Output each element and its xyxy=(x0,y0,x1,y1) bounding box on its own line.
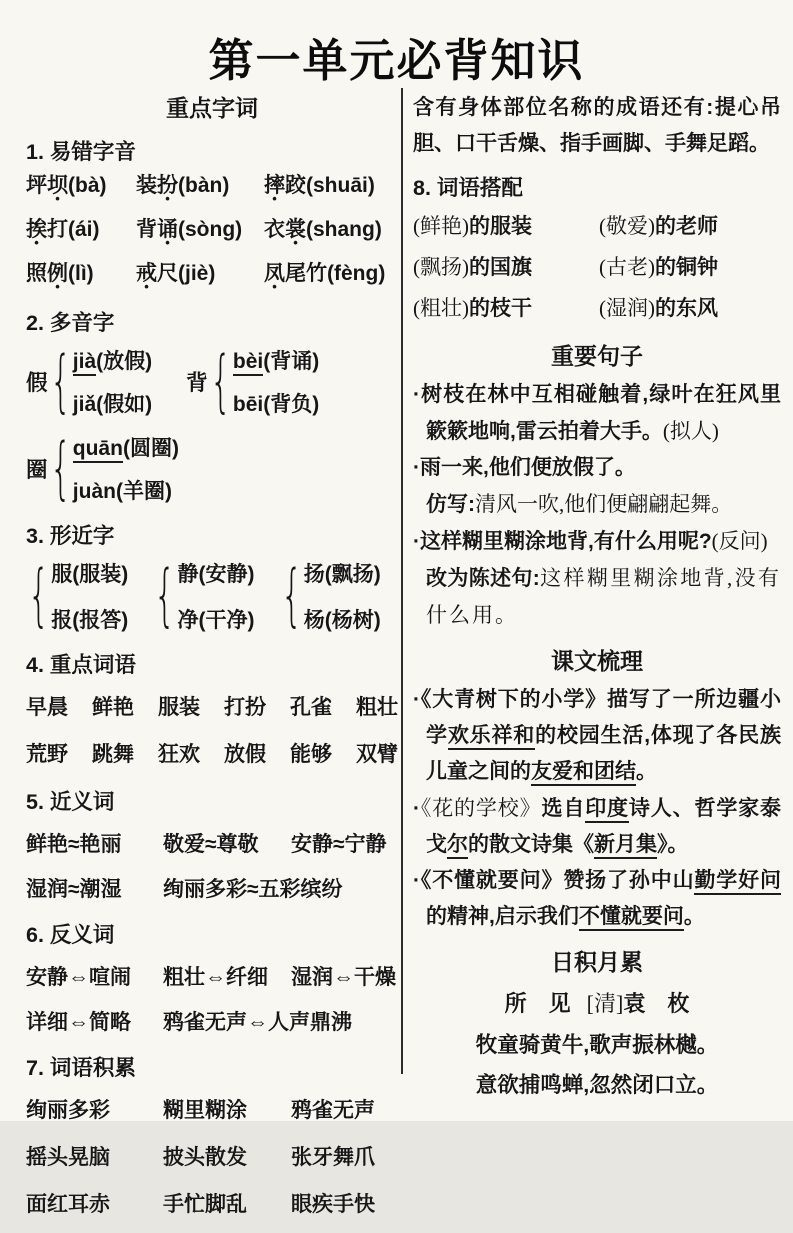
idiom: 鸦雀无声 xyxy=(291,1099,375,1122)
synonym-pair: 敬爱≈尊敬 xyxy=(163,833,259,856)
pinyin-part: (shang) xyxy=(306,218,382,241)
section-header-daily-accumulation: 日积月累 xyxy=(551,949,643,975)
vocab-word: 孔雀 xyxy=(290,696,332,719)
example-word: (放假) xyxy=(96,350,153,373)
summary-text: 》。 xyxy=(657,833,689,856)
vocab-word: 服装 xyxy=(158,696,200,719)
summary-underlined: 新月集 xyxy=(594,833,657,859)
sentence-text: 树枝在林中互相碰触着,绿叶在狂风里簌簌地响,雷云拍着大手。 xyxy=(420,383,781,443)
vocab-word: 狂欢 xyxy=(158,743,200,766)
pronunciation-line xyxy=(233,345,319,375)
vocab-word: 打扮 xyxy=(224,696,266,719)
collocation-row xyxy=(413,206,781,247)
idiom: 绚丽多彩 xyxy=(26,1099,110,1122)
heading-key-vocab: 4. 重点词语 xyxy=(26,653,136,677)
pinyin-part: (bàn) xyxy=(178,174,230,197)
collocation-row xyxy=(413,288,781,329)
text-summary-bullet xyxy=(413,863,781,935)
author-name: 袁 枚 xyxy=(623,991,690,1016)
word-with-pinyin xyxy=(136,262,264,286)
polyphone-char: 圈 xyxy=(26,458,48,482)
antonym-pair: 粗壮⇔纤细 xyxy=(163,966,268,989)
dotted-char: 扮 xyxy=(157,174,178,197)
word-part: 坪 xyxy=(26,174,47,197)
collocation-adjective: (古老) xyxy=(599,255,655,279)
pinyin-part: 跤(shuāi) xyxy=(285,174,375,197)
collocation-adjective: (鲜艳) xyxy=(413,214,469,238)
dotted-char: 例 xyxy=(47,262,68,285)
summary-text: 的散文诗集《 xyxy=(468,833,594,856)
polyphone-char: 假 xyxy=(26,371,48,395)
dotted-char: 坝 xyxy=(47,174,68,197)
word-with-pinyin xyxy=(26,218,136,242)
poem-line: 牧童骑黄牛,歌声振林樾。 xyxy=(475,1033,719,1057)
polyphone-group xyxy=(26,428,179,508)
pinyin-underlined: jià xyxy=(73,350,96,376)
rewrite-text: 这样糊里糊涂地背,没有什么用。 xyxy=(426,566,781,627)
pinyin-part: 尾竹(fèng) xyxy=(285,262,386,285)
similar-char-group xyxy=(152,558,254,634)
idiom-row xyxy=(26,1141,398,1171)
imitation-line xyxy=(413,486,781,523)
pinyin-underlined: quān xyxy=(73,437,123,463)
summary-text: 选自 xyxy=(541,797,586,820)
char-example: 静(安静) xyxy=(177,563,255,586)
pinyin-word-row xyxy=(26,174,398,198)
example-word: (圆圈) xyxy=(122,437,179,460)
antonym-row xyxy=(26,1006,398,1036)
collocation-adjective: (湿润) xyxy=(599,296,655,320)
word-part: 衣 xyxy=(264,218,285,241)
summary-underlined: 欢乐祥和 xyxy=(448,724,535,750)
pronunciation-line: juàn(羊圈) xyxy=(72,480,172,503)
synonym-pair: 绚丽多彩≈五彩缤纷 xyxy=(163,878,343,901)
rhetoric-note: (拟人) xyxy=(662,419,719,443)
polyphone-char: 背 xyxy=(186,371,208,395)
word-with-pinyin xyxy=(264,174,398,198)
section-header-important-sentences: 重要句子 xyxy=(551,343,643,369)
vocab-word: 早晨 xyxy=(26,696,68,719)
summary-text: 诗人、哲学家泰戈 xyxy=(426,797,782,856)
collocation-noun: 的老师 xyxy=(655,215,718,238)
vocab-row xyxy=(26,691,398,721)
heading-synonyms: 5. 近义词 xyxy=(26,790,115,814)
dotted-char: 戒 xyxy=(136,262,157,285)
pinyin-part: (lì) xyxy=(68,262,94,285)
word-part: 装 xyxy=(136,174,157,197)
idiom: 眼疾手快 xyxy=(291,1193,375,1216)
page-title: 第一单元必背知识 xyxy=(208,35,585,86)
collocation-noun: 的国旗 xyxy=(469,256,532,279)
synonym-pair: 安静≈宁静 xyxy=(291,833,387,856)
idiom: 披头散发 xyxy=(163,1146,247,1169)
example-word: (背诵) xyxy=(263,350,320,373)
char-example: 扬(飘扬) xyxy=(303,563,381,586)
heading-word-accumulation: 7. 词语积累 xyxy=(26,1056,136,1080)
antonym-pair: 鸦雀无声⇔人声鼎沸 xyxy=(163,1011,352,1034)
collocation-noun: 的服装 xyxy=(469,215,532,238)
word-with-pinyin xyxy=(136,218,264,242)
pinyin-word-row xyxy=(26,262,398,286)
left-column xyxy=(26,90,398,1233)
similar-char-row xyxy=(26,558,398,634)
dotted-char: 挨 xyxy=(26,218,47,241)
synonym-pair: 鲜艳≈艳丽 xyxy=(26,833,122,856)
synonym-row xyxy=(26,873,398,903)
rewrite-label: 改为陈述句: xyxy=(426,567,540,590)
idiom-continuation-paragraph: 含有身体部位名称的成语还有:提心吊胆、口干舌燥、指手画脚、手舞足蹈。 xyxy=(413,96,781,155)
bullet-icon: · xyxy=(413,456,420,479)
word-with-pinyin xyxy=(264,218,398,242)
word-part: 背 xyxy=(136,218,157,241)
sentence-bullet xyxy=(413,377,781,450)
vocab-word: 双臂 xyxy=(356,743,398,766)
antonym-row xyxy=(26,961,398,991)
summary-underlined: 不懂就要问 xyxy=(579,905,684,931)
word-with-pinyin xyxy=(136,174,264,198)
poem-line: 意欲捕鸣蝉,忽然闭口立。 xyxy=(475,1073,719,1097)
polyphone-row xyxy=(26,428,398,508)
collocation-noun: 的铜钟 xyxy=(655,256,718,279)
synonym-row xyxy=(26,828,398,858)
heading-polyphones: 2. 多音字 xyxy=(26,311,115,335)
summary-text: 《大青树下的小学》描写了一所边疆小学 xyxy=(420,688,781,747)
poem-title: 所 见 xyxy=(504,991,571,1016)
dotted-char: 凤 xyxy=(264,262,285,285)
brace-icon: { xyxy=(154,556,176,635)
pronunciation-line: bēi(背负) xyxy=(232,393,320,416)
heading-word-collocation: 8. 词语搭配 xyxy=(413,176,523,200)
pinyin-underlined: bèi xyxy=(233,350,263,376)
similar-char-group xyxy=(279,558,381,634)
sentence-text: 雨一来,他们便放假了。 xyxy=(420,456,636,479)
vocab-row xyxy=(26,738,398,768)
heading-similar-characters: 3. 形近字 xyxy=(26,524,115,548)
collocation xyxy=(599,206,781,247)
vocab-word: 能够 xyxy=(290,743,332,766)
sentence-text: 这样糊里糊涂地背,有什么用呢? xyxy=(420,530,712,553)
right-column xyxy=(413,90,781,1105)
idiom: 糊里糊涂 xyxy=(163,1099,247,1122)
polyphone-group xyxy=(26,341,153,421)
summary-text: 。 xyxy=(636,760,657,783)
sentence-bullet xyxy=(413,523,781,560)
brace-icon: { xyxy=(49,341,71,421)
char-example: 杨(杨树) xyxy=(303,609,381,632)
vocab-word: 跳舞 xyxy=(92,743,134,766)
summary-text: 的校园生活,体现了各民族儿童之间的 xyxy=(426,724,782,783)
vocab-word: 荒野 xyxy=(26,743,68,766)
char-example: 净(干净) xyxy=(177,609,255,632)
imitation-label: 仿写: xyxy=(426,493,475,516)
collocation-adjective: (飘扬) xyxy=(413,255,469,279)
pinyin-part: 打(ái) xyxy=(47,218,100,241)
word-with-pinyin xyxy=(26,174,136,198)
pinyin-part: (bà) xyxy=(68,174,107,197)
antonym-pair: 详细⇔简略 xyxy=(26,1011,131,1034)
brace-icon: { xyxy=(209,341,232,421)
idiom: 张牙舞爪 xyxy=(291,1146,375,1169)
pronunciation-line: jiǎ(假如) xyxy=(72,393,153,416)
column-divider xyxy=(401,88,403,1074)
word-part: 照 xyxy=(26,262,47,285)
poem-header xyxy=(413,983,781,1025)
idiom: 摇头晃脑 xyxy=(26,1146,110,1169)
summary-text: 《不懂就要问》赞扬了孙中山 xyxy=(420,869,695,892)
similar-char-group xyxy=(26,558,128,634)
synonym-pair: 湿润≈潮湿 xyxy=(26,878,122,901)
pronunciation-line xyxy=(73,345,152,375)
word-with-pinyin xyxy=(264,262,398,286)
text-summary-bullet xyxy=(413,790,781,863)
rhetoric-note: (反问) xyxy=(711,529,768,553)
collocation xyxy=(413,247,599,288)
summary-underlined: 友爱和团结 xyxy=(531,760,636,786)
pinyin-word-row xyxy=(26,218,398,242)
bullet-icon: · xyxy=(413,530,420,553)
collocation xyxy=(599,247,781,288)
summary-underlined: 尔 xyxy=(447,833,468,859)
collocation-adjective: (粗壮) xyxy=(413,296,469,320)
collocation xyxy=(413,288,599,329)
rewrite-line xyxy=(413,560,781,634)
vocab-word: 放假 xyxy=(224,743,266,766)
dotted-char: 摔 xyxy=(264,174,285,197)
idiom: 面红耳赤 xyxy=(26,1193,110,1216)
bullet-icon: · xyxy=(413,383,420,406)
collocation-adjective: (敬爱) xyxy=(599,214,655,238)
summary-text: 。 xyxy=(683,905,705,928)
bullet-icon: · xyxy=(413,797,420,820)
dotted-char: 诵 xyxy=(157,218,178,241)
polyphone-group xyxy=(186,341,320,421)
vocab-word: 鲜艳 xyxy=(92,696,134,719)
author-era: [清] xyxy=(586,991,624,1016)
vocab-word: 粗壮 xyxy=(356,696,398,719)
antonym-pair: 安静⇔喧闹 xyxy=(26,966,131,989)
idiom: 手忙脚乱 xyxy=(163,1193,247,1216)
collocation-noun: 的枝干 xyxy=(469,297,532,320)
brace-icon: { xyxy=(49,428,71,508)
summary-underlined: 印度 xyxy=(585,797,629,823)
poem-author xyxy=(587,983,690,1025)
collocation-noun: 的东风 xyxy=(655,297,718,320)
char-example: 服(服装) xyxy=(51,563,129,586)
heading-error-prone-pronunciations: 1. 易错字音 xyxy=(26,140,136,164)
brace-icon: { xyxy=(27,556,50,635)
collocation-row xyxy=(413,247,781,288)
polyphone-row xyxy=(26,341,398,421)
idiom-row xyxy=(26,1188,398,1218)
heading-antonyms: 6. 反义词 xyxy=(26,923,115,947)
dotted-char: 裳 xyxy=(285,218,306,241)
bullet-icon: · xyxy=(413,688,420,711)
section-header-text-review: 课文梳理 xyxy=(551,648,643,674)
summary-underlined: 勤学好问 xyxy=(694,869,781,895)
book-title: 《花的学校》 xyxy=(420,796,542,820)
imitation-text: 清风一吹,他们便翩翩起舞。 xyxy=(475,492,733,516)
pinyin-part: (sòng) xyxy=(178,218,243,241)
brace-icon: { xyxy=(280,556,302,635)
antonym-pair: 湿润⇔干燥 xyxy=(291,966,396,989)
collocation xyxy=(599,288,781,329)
section-header-key-words: 重点字词 xyxy=(166,95,258,121)
idiom-row xyxy=(26,1094,398,1124)
pinyin-part: 尺(jiè) xyxy=(157,262,216,285)
text-summary-bullet xyxy=(413,682,781,790)
pronunciation-line xyxy=(73,432,179,462)
char-example: 报(报答) xyxy=(51,609,129,632)
sentence-bullet xyxy=(413,450,781,486)
collocation xyxy=(413,206,599,247)
bullet-icon: · xyxy=(413,869,420,892)
word-with-pinyin xyxy=(26,262,136,286)
summary-text: 的精神,启示我们 xyxy=(426,905,579,928)
